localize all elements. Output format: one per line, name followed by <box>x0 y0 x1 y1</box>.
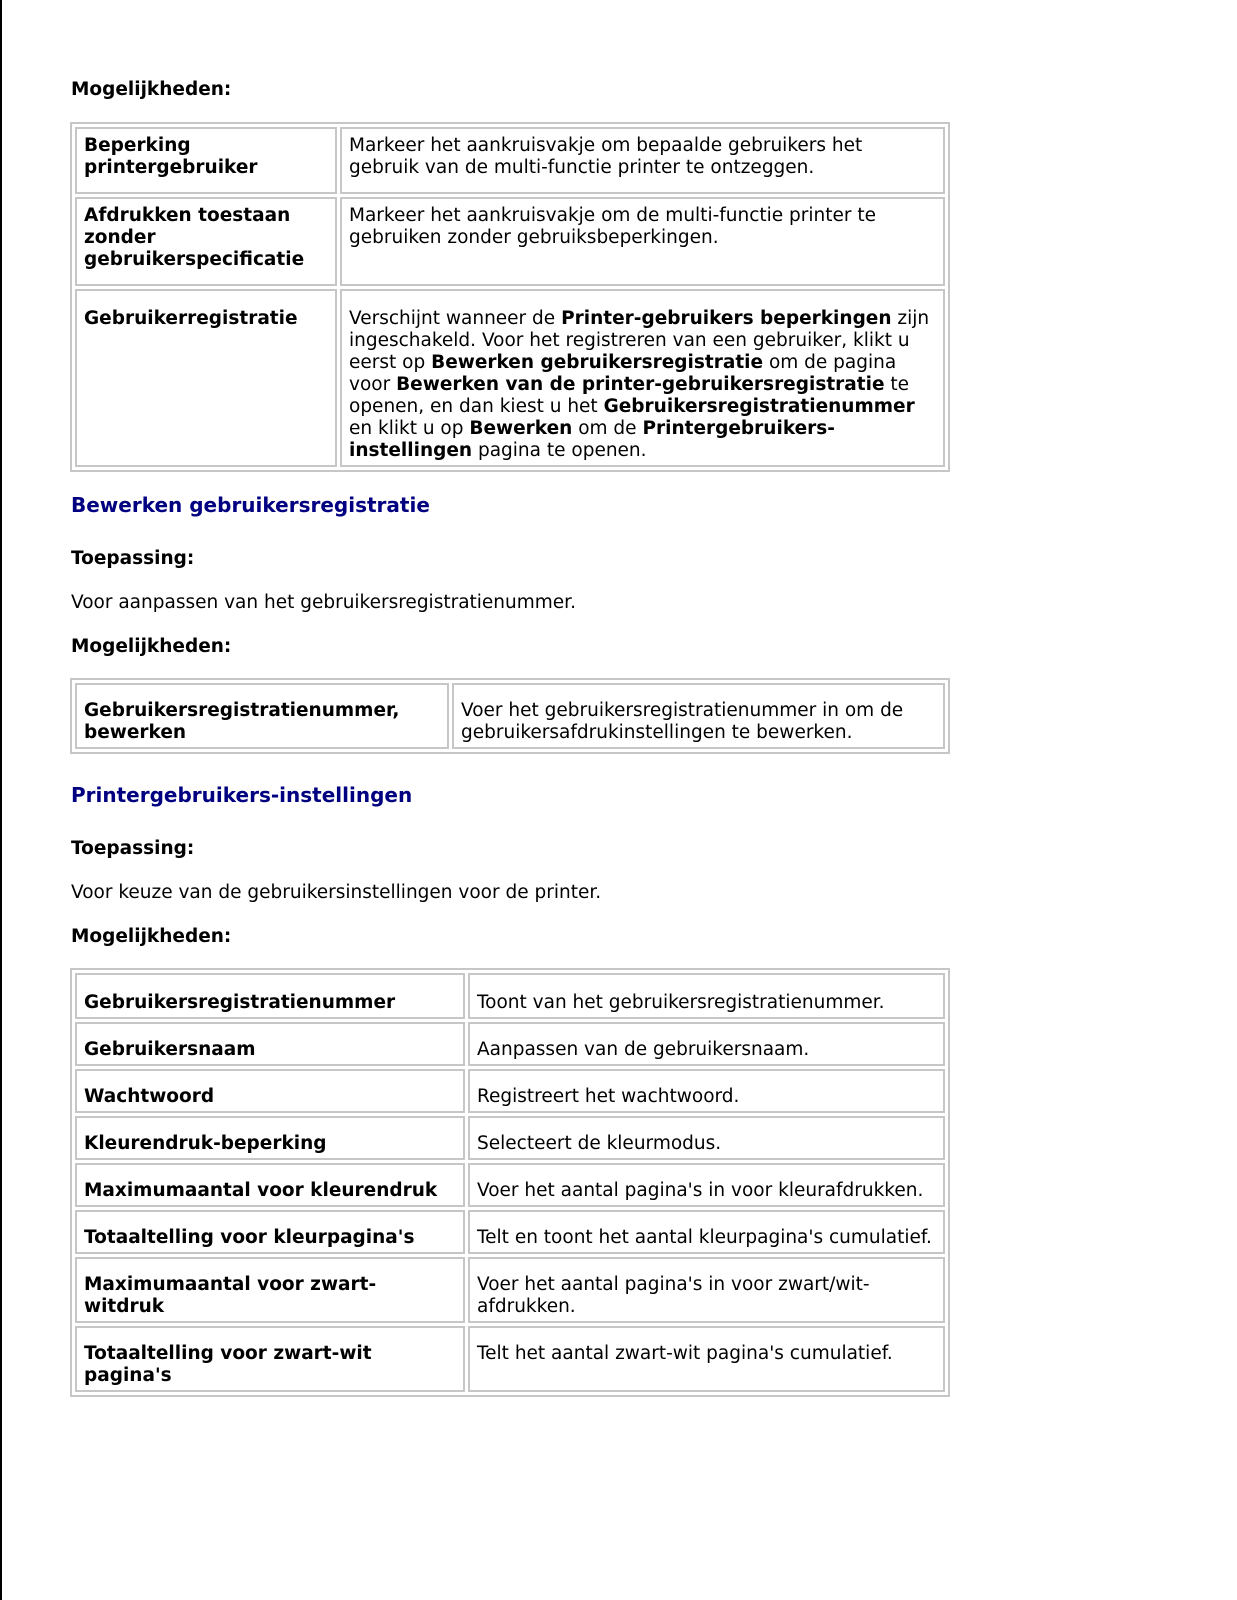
option-description: Voer het aantal pagina's in voor kleurafdrukken. <box>468 1163 945 1207</box>
table-row <box>75 1257 945 1323</box>
table-row <box>75 1116 945 1160</box>
options-table-edit-registration <box>70 678 950 754</box>
usage-label: Toepassing: <box>71 548 195 569</box>
option-name: Gebruikersregistratienummer, bewerken <box>75 683 449 749</box>
options-label: Mogelijkheden: <box>71 636 232 657</box>
option-name: Kleurendruk-beperking <box>75 1116 465 1160</box>
options-label: Mogelijkheden: <box>71 79 232 100</box>
option-name: Maximumaantal voor zwart-witdruk <box>75 1257 465 1323</box>
option-description: Markeer het aankruisvakje om de multi-functie printer te gebruiken zonder gebruiksbeperkingen. <box>340 197 945 286</box>
option-name: Afdrukken toestaan zonder gebruikerspecificatie <box>75 197 337 286</box>
options-label: Mogelijkheden: <box>71 926 232 947</box>
usage-text: Voor keuze van de gebruikersinstellingen voor de printer. <box>71 882 602 903</box>
option-description: Telt en toont het aantal kleurpagina's cumulatief. <box>468 1210 945 1254</box>
option-name: Totaaltelling voor kleurpagina's <box>75 1210 465 1254</box>
option-description: Aanpassen van de gebruikersnaam. <box>468 1022 945 1066</box>
option-name: Beperking printergebruiker <box>75 127 337 194</box>
section-heading-printer-user-settings: Printergebruikers-instellingen <box>71 783 413 807</box>
option-description: Telt het aantal zwart-wit pagina's cumulatief. <box>468 1326 945 1392</box>
option-name: Totaaltelling voor zwart-wit pagina's <box>75 1326 465 1392</box>
option-description: Verschijnt wanneer de Printer-gebruikers beperkingen zijn ingeschakeld. Voor het registreren van een gebruiker, klikt u eerst op Bewerken gebruikersregistratie om de pagina voor Bewerken van de printer-gebruikersregistratie te openen, en dan kiest u het Gebruikersregistratienummer en klikt u op Bewerken om de Printergebruikers-instellingen pagina te openen. <box>340 289 945 467</box>
option-description: Toont van het gebruikersregistratienummer. <box>468 973 945 1019</box>
option-description: Registreert het wachtwoord. <box>468 1069 945 1113</box>
usage-label: Toepassing: <box>71 838 195 859</box>
options-table-printer-user-settings <box>70 968 950 1397</box>
section-heading-edit-registration: Bewerken gebruikersregistratie <box>71 493 430 517</box>
table-row <box>75 197 945 286</box>
option-name: Gebruikerregistratie <box>75 289 337 467</box>
table-row <box>75 1069 945 1113</box>
option-name: Gebruikersnaam <box>75 1022 465 1066</box>
table-row <box>75 1326 945 1392</box>
usage-text: Voor aanpassen van het gebruikersregistratienummer. <box>71 592 576 613</box>
table-row <box>75 1163 945 1207</box>
table-row <box>75 1022 945 1066</box>
table-row <box>75 127 945 194</box>
option-description: Selecteert de kleurmodus. <box>468 1116 945 1160</box>
table-row <box>75 683 945 749</box>
table-row <box>75 973 945 1019</box>
option-description: Markeer het aankruisvakje om bepaalde gebruikers het gebruik van de multi-functie printer te ontzeggen. <box>340 127 945 194</box>
page-left-border <box>0 0 2 1600</box>
option-name: Gebruikersregistratienummer <box>75 973 465 1019</box>
table-row <box>75 289 945 467</box>
options-table-printer-restriction <box>70 122 950 472</box>
table-row <box>75 1210 945 1254</box>
option-description: Voer het gebruikersregistratienummer in om de gebruikersafdrukinstellingen te bewerken. <box>452 683 945 749</box>
option-name: Maximumaantal voor kleurendruk <box>75 1163 465 1207</box>
option-description: Voer het aantal pagina's in voor zwart/wit-afdrukken. <box>468 1257 945 1323</box>
option-name: Wachtwoord <box>75 1069 465 1113</box>
